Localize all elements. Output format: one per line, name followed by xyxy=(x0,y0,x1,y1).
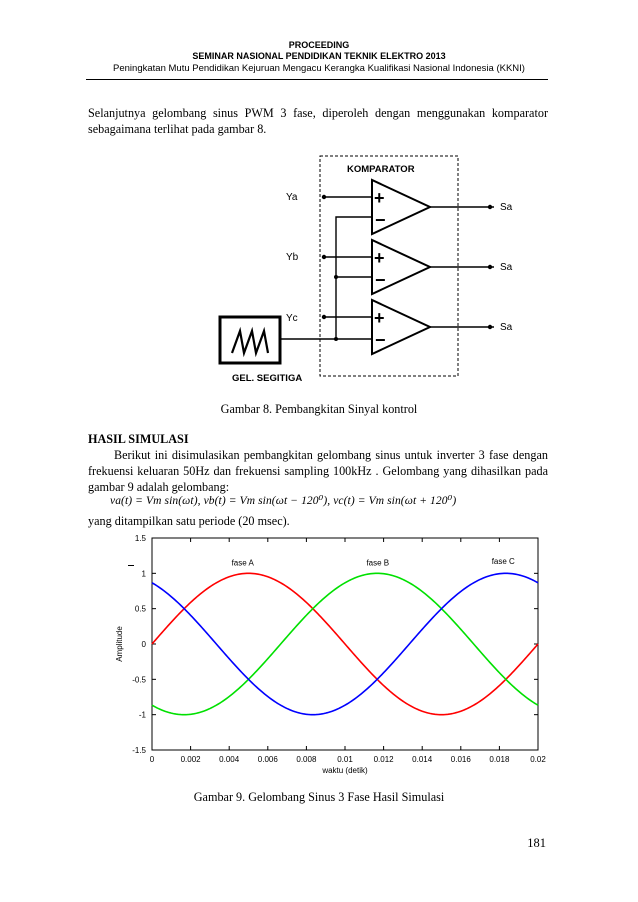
output-c xyxy=(430,322,513,333)
y-tick-label: -1 xyxy=(138,710,146,720)
seminar-theme: Peningkatan Mutu Pendidikan Kejuruan Mengacu Kerangka Kualifikasi Nasional Indonesia (KKNI) xyxy=(113,63,525,74)
comparator-b xyxy=(372,240,430,294)
svg-text:−: − xyxy=(375,270,386,290)
y-tick-label: 1 xyxy=(141,569,146,579)
svg-text:Yc: Yc xyxy=(286,313,298,324)
svg-text:Ya: Ya xyxy=(286,192,298,203)
x-tick-label: 0.002 xyxy=(180,755,201,764)
x-tick-label: 0.016 xyxy=(450,755,471,764)
x-tick-label: 0.006 xyxy=(257,755,278,764)
page-number: 181 xyxy=(527,836,546,850)
formula-text: va(t) = Vm sin(ωt), vb(t) = Vm sin(ωt − 120⁰), vc(t) = Vm sin(ωt + 120⁰) xyxy=(110,495,457,507)
x-tick-label: 0.02 xyxy=(530,755,546,764)
proceeding-label: PROCEEDING xyxy=(288,40,350,50)
svg-text:Sa: Sa xyxy=(500,202,513,213)
svg-text:+: + xyxy=(374,248,385,268)
input-yc xyxy=(286,313,372,324)
formula xyxy=(110,493,456,507)
series-label-2: fase B xyxy=(366,558,390,568)
x-axis-label: waktu (detik) xyxy=(322,766,368,775)
stray-dash xyxy=(128,565,134,566)
x-tick-label: 0.004 xyxy=(219,755,240,764)
x-tick-label: 0.008 xyxy=(296,755,317,764)
comparator-c xyxy=(372,300,430,354)
comparator-a xyxy=(372,180,430,234)
figure8-caption: Gambar 8. Pembangkitan Sinyal kontrol xyxy=(220,402,418,416)
triangle-generator xyxy=(220,317,280,363)
svg-text:−: − xyxy=(375,210,386,230)
figure9-caption: Gambar 9. Gelombang Sinus 3 Fase Hasil Simulasi xyxy=(193,790,445,804)
svg-text:+: + xyxy=(374,188,385,208)
y-tick-label: 0.5 xyxy=(134,604,146,614)
paragraph-simulation: Berikut ini disimulasikan pembangkitan gelombang sinus untuk inverter 3 fase dengan frekuensi keluaran 50Hz dan frekuensi sampling 100kHz . Gelombang yang dihasilkan pada gambar 9 adalah gelombang: xyxy=(88,448,548,494)
header-divider xyxy=(86,79,548,80)
paragraph-period: yang ditampilkan satu periode (20 msec). xyxy=(88,514,290,528)
svg-text:Sa: Sa xyxy=(500,262,513,273)
y-tick-label: -0.5 xyxy=(132,675,146,685)
x-tick-label: 0.018 xyxy=(489,755,510,764)
three-phase-chart xyxy=(100,530,560,780)
svg-text:−: − xyxy=(375,330,386,350)
y-tick-label: 1.5 xyxy=(134,534,146,543)
comparator-diagram xyxy=(210,150,530,390)
paragraph-intro: Selanjutnya gelombang sinus PWM 3 fase, diperoleh dengan menggunakan komparator sebagaimana terlihat pada gambar 8. xyxy=(88,106,548,136)
output-a xyxy=(430,202,513,213)
svg-text:+: + xyxy=(374,308,385,328)
svg-text:Sa: Sa xyxy=(500,322,513,333)
comparator-label: KOMPARATOR xyxy=(347,164,415,175)
series-label-1: fase A xyxy=(231,558,254,568)
seminar-title: SEMINAR NASIONAL PENDIDIKAN TEKNIK ELEKTRO 2013 xyxy=(192,51,446,61)
generator-label: GEL. SEGITIGA xyxy=(232,373,303,384)
x-tick-label: 0 xyxy=(149,755,155,764)
y-axis-label: Amplitude xyxy=(115,626,124,662)
svg-text:Yb: Yb xyxy=(286,252,299,263)
input-yb xyxy=(286,252,372,263)
x-tick-label: 0.012 xyxy=(373,755,394,764)
input-ya xyxy=(286,192,372,203)
section-title: HASIL SIMULASI xyxy=(88,432,189,446)
x-tick-label: 0.01 xyxy=(337,755,353,764)
x-tick-label: 0.014 xyxy=(412,755,433,764)
series-label-3: fase C xyxy=(491,557,515,567)
output-b xyxy=(430,262,513,273)
y-tick-label: -1.5 xyxy=(132,746,146,755)
y-tick-label: 0 xyxy=(141,640,146,649)
